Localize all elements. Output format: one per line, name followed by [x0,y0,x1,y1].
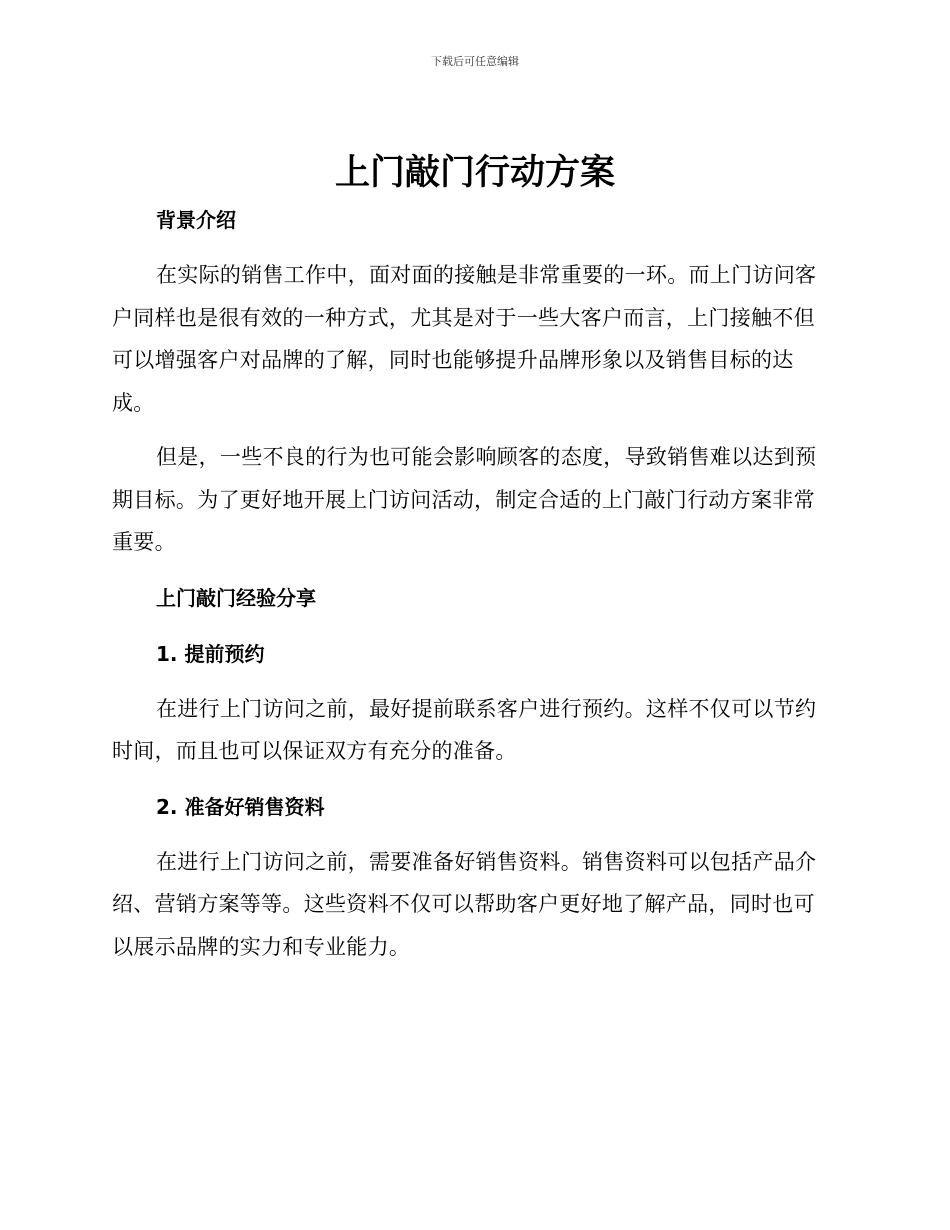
paragraph-background-1: 在实际的销售工作中，面对面的接触是非常重要的一环。而上门访问客户同样也是很有效的一种方式，尤其是对于一些大客户而言，上门接触不但可以增强客户对品牌的了解，同时也能够提升品牌形象以及销售目标的达成。 [112,263,817,415]
paragraph-appointment: 在进行上门访问之前，最好提前联系客户进行预约。这样不仅可以节约时间，而且也可以保证双方有充分的准备。 [112,696,817,763]
item-heading-appointment: 1. 提前预约 [156,641,265,666]
section-heading-background: 背景介绍 [156,208,236,232]
paragraph-sales-materials: 在进行上门访问之前，需要准备好销售资料。销售资料可以包括产品介绍、营销方案等等。这些资料不仅可以帮助客户更好地了解产品，同时也可以展示品牌的实力和专业能力。 [112,849,817,959]
paragraph-background-2: 但是，一些不良的行为也可能会影响顾客的态度，导致销售难以达到预期目标。为了更好地开展上门访问活动，制定合适的上门敲门行动方案非常重要。 [112,445,817,554]
document-title: 上门敲门行动方案 [334,153,615,193]
section-heading-experience: 上门敲门经验分享 [156,585,316,610]
document-body [112,198,832,968]
item-heading-sales-materials: 2. 准备好销售资料 [156,794,325,819]
header-note: 下载后可任意编辑 [431,55,519,68]
